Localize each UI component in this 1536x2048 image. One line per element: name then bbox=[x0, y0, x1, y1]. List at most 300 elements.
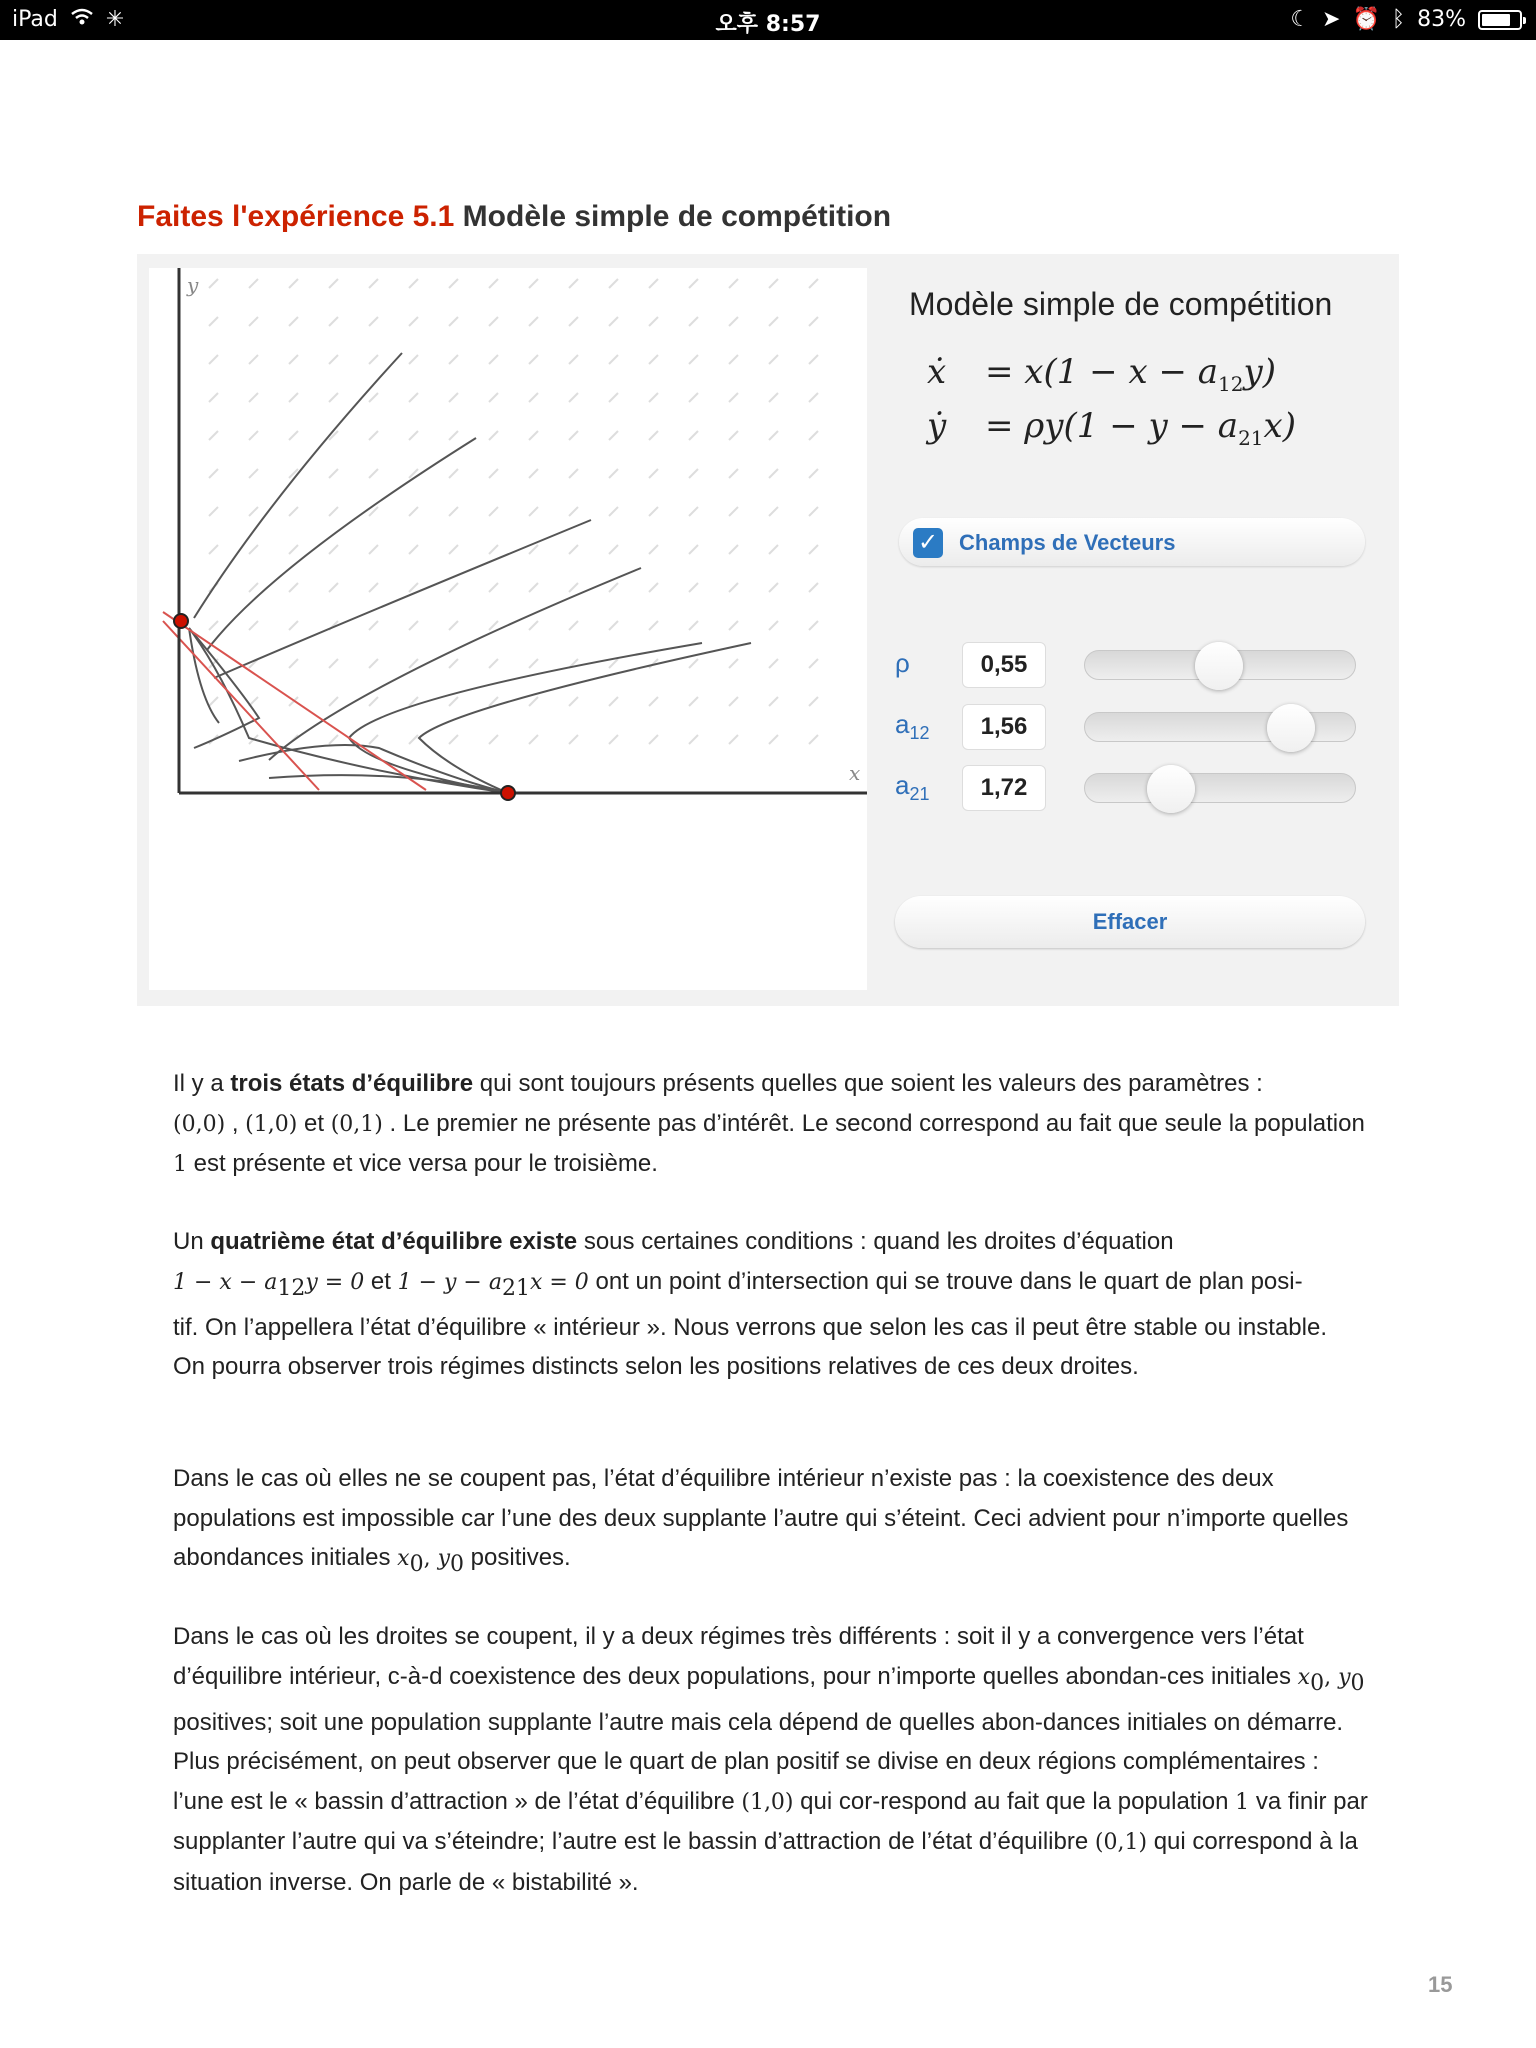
p1-text-a: Il y a bbox=[173, 1070, 231, 1097]
status-bar bbox=[0, 0, 1536, 40]
p4-y0-sub: 0 bbox=[1350, 1670, 1365, 1696]
experiment-title: Modèle simple de compétition bbox=[462, 200, 892, 233]
x-axis-label: x bbox=[849, 761, 861, 785]
p4-text-b: positives; soit une population supplante l’autre mais cela dépend de quelles abon-dances initiales on démarre. Plus précisément, on peut observer que le quart de plan positif se divise en deux régions complémentaires : l’une est le « bassin d’attraction » de l’état d’équilibre bbox=[173, 1708, 1344, 1815]
vector-arrow bbox=[689, 621, 698, 630]
vector-arrow bbox=[769, 697, 778, 706]
vector-arrow bbox=[569, 735, 578, 744]
vector-arrow bbox=[289, 583, 298, 592]
vector-arrow bbox=[729, 279, 738, 288]
vector-arrow bbox=[729, 735, 738, 744]
vector-arrow bbox=[369, 469, 378, 478]
vector-arrow bbox=[649, 621, 658, 630]
moon-icon: ☾ bbox=[1290, 7, 1311, 32]
param-rho-slider[interactable] bbox=[1084, 650, 1356, 680]
vector-arrow bbox=[289, 659, 298, 668]
vector-arrow bbox=[649, 317, 658, 326]
p4-sep: , bbox=[1324, 1664, 1339, 1690]
p4-x0-sub: 0 bbox=[1310, 1670, 1325, 1696]
p4-text-e: qui correspond à la situation inverse. On parle de « bistabilité ». bbox=[173, 1828, 1358, 1896]
vector-arrow bbox=[369, 697, 378, 706]
vector-arrow bbox=[689, 735, 698, 744]
vector-arrow bbox=[329, 735, 338, 744]
vector-arrow bbox=[649, 355, 658, 364]
phase-plot-svg[interactable] bbox=[149, 268, 867, 990]
vector-arrow bbox=[449, 735, 458, 744]
vector-arrow bbox=[289, 545, 298, 554]
vector-arrow bbox=[369, 545, 378, 554]
vector-arrow bbox=[529, 697, 538, 706]
vector-arrow bbox=[209, 621, 218, 630]
phase-plot[interactable] bbox=[149, 268, 867, 990]
checkmark-icon[interactable]: ✓ bbox=[913, 528, 943, 558]
vector-arrow bbox=[529, 469, 538, 478]
vector-arrow bbox=[369, 659, 378, 668]
vector-arrow bbox=[249, 469, 258, 478]
param-a12-label bbox=[895, 709, 930, 744]
vector-arrow bbox=[809, 583, 818, 592]
vector-arrow bbox=[489, 355, 498, 364]
vector-arrow bbox=[609, 735, 618, 744]
vector-arrow bbox=[809, 469, 818, 478]
vector-arrow bbox=[249, 279, 258, 288]
p2-eq-b-part1: 1 − y − a bbox=[397, 1269, 502, 1295]
vector-arrow bbox=[449, 545, 458, 554]
vector-arrow bbox=[409, 355, 418, 364]
p1-math-4: 1 bbox=[173, 1152, 187, 1177]
vector-arrow bbox=[209, 355, 218, 364]
p1-text-c: qui sont toujours présents quelles que soient les valeurs des paramètres : bbox=[473, 1070, 1263, 1097]
p1-math-2: (1,0) bbox=[245, 1111, 298, 1137]
trajectory-curve bbox=[207, 438, 476, 650]
device-label: iPad bbox=[12, 7, 58, 32]
vector-arrow bbox=[449, 697, 458, 706]
p1-text-d: , bbox=[225, 1109, 246, 1137]
vector-arrow bbox=[449, 659, 458, 668]
param-a12-name: a bbox=[895, 709, 910, 739]
vector-arrow bbox=[689, 545, 698, 554]
equation-x-sub: 12 bbox=[1218, 371, 1244, 396]
vector-arrow bbox=[249, 431, 258, 440]
vector-arrow bbox=[729, 507, 738, 516]
trajectories bbox=[189, 353, 751, 793]
vector-arrow bbox=[569, 393, 578, 402]
vector-arrow bbox=[809, 507, 818, 516]
p3-sep: , bbox=[423, 1546, 438, 1571]
vector-arrow bbox=[729, 659, 738, 668]
vector-field-toggle[interactable] bbox=[899, 518, 1365, 566]
vector-arrow bbox=[529, 545, 538, 554]
model-title: Modèle simple de compétition bbox=[909, 286, 1333, 322]
p2-text-e: ont un point d’intersection qui se trouve dans le quart de plan posi- bbox=[588, 1267, 1303, 1295]
vector-arrow bbox=[809, 621, 818, 630]
vector-arrow bbox=[369, 583, 378, 592]
vector-arrow bbox=[529, 583, 538, 592]
vector-arrow bbox=[289, 507, 298, 516]
vector-arrow bbox=[569, 279, 578, 288]
vector-arrow bbox=[409, 545, 418, 554]
vector-arrow bbox=[569, 507, 578, 516]
vector-arrow bbox=[369, 355, 378, 364]
alarm-icon: ⏰ bbox=[1352, 7, 1380, 32]
vector-arrow bbox=[449, 317, 458, 326]
param-a21-value[interactable]: 1,72 bbox=[962, 765, 1046, 811]
param-a21-slider[interactable] bbox=[1084, 773, 1356, 803]
param-a12-sub: 12 bbox=[909, 723, 930, 744]
p4-x0: x bbox=[1297, 1664, 1311, 1690]
vector-arrow bbox=[689, 355, 698, 364]
vector-arrow bbox=[329, 469, 338, 478]
vector-arrow bbox=[609, 507, 618, 516]
p2-text-a: Un bbox=[173, 1228, 211, 1255]
paragraph-2 bbox=[173, 1222, 1373, 1387]
vector-arrow bbox=[649, 735, 658, 744]
vector-arrow bbox=[329, 393, 338, 402]
vector-arrow bbox=[369, 621, 378, 630]
param-a21-sub: 21 bbox=[909, 784, 930, 805]
param-a12-slider-knob[interactable] bbox=[1267, 704, 1315, 752]
vector-arrow bbox=[769, 735, 778, 744]
vector-arrow bbox=[609, 469, 618, 478]
vector-arrow bbox=[769, 545, 778, 554]
vector-arrow bbox=[689, 317, 698, 326]
activity-spinner-icon: ✳ bbox=[105, 7, 125, 32]
vector-arrow bbox=[529, 279, 538, 288]
vector-arrow bbox=[489, 393, 498, 402]
vector-arrow bbox=[489, 545, 498, 554]
vector-arrow bbox=[329, 545, 338, 554]
vector-arrow bbox=[289, 393, 298, 402]
vector-arrow bbox=[409, 659, 418, 668]
p4-text-d: va finir par supplanter l’autre qui va s’éteindre; l’autre est le bassin d’attraction de l’état d’équilibre bbox=[173, 1787, 1368, 1856]
vector-arrow bbox=[249, 545, 258, 554]
trajectory-curve bbox=[419, 643, 751, 793]
p2-bold: quatrième état d’équilibre existe bbox=[210, 1228, 578, 1255]
p4-y0: y bbox=[1338, 1664, 1351, 1690]
vector-arrow bbox=[729, 469, 738, 478]
vector-arrow bbox=[769, 659, 778, 668]
vector-arrow bbox=[729, 317, 738, 326]
location-arrow-icon: ➤ bbox=[1322, 7, 1341, 32]
status-time: 오후 8:57 bbox=[715, 12, 821, 37]
vector-arrow bbox=[529, 507, 538, 516]
p1-bold: trois états d’équilibre bbox=[230, 1070, 474, 1097]
vector-arrow bbox=[449, 393, 458, 402]
equation-y-rhs-a: = ρy(1 − y − a bbox=[985, 406, 1239, 446]
vector-arrow bbox=[809, 431, 818, 440]
p2-eq-b-part2: x = 0 bbox=[529, 1269, 589, 1295]
vector-arrow bbox=[609, 583, 618, 592]
p4-text-a: Dans le cas où les droites se coupent, il y a deux régimes très différents : soit il y a convergence vers l’état d’équilibre intérieur, c-à-d coexistence des deux populations, pour n’importe quelles abondan-ces initiales bbox=[173, 1623, 1304, 1690]
vector-arrow bbox=[689, 431, 698, 440]
vector-arrow bbox=[569, 545, 578, 554]
bluetooth-icon: ᛒ bbox=[1391, 7, 1406, 32]
vector-arrow bbox=[209, 431, 218, 440]
vector-arrow bbox=[249, 621, 258, 630]
p1-text-e: et bbox=[297, 1109, 331, 1137]
y-axis-label: y bbox=[187, 273, 199, 297]
vector-arrow bbox=[369, 317, 378, 326]
vector-arrow bbox=[809, 355, 818, 364]
vector-arrow bbox=[689, 583, 698, 592]
vector-arrow bbox=[489, 317, 498, 326]
vector-arrow bbox=[529, 431, 538, 440]
param-a21-name: a bbox=[895, 770, 910, 800]
vector-arrow bbox=[409, 735, 418, 744]
vector-arrow bbox=[249, 507, 258, 516]
vector-arrow bbox=[329, 583, 338, 592]
vector-arrow bbox=[769, 469, 778, 478]
vector-arrow bbox=[769, 507, 778, 516]
equation-x-lhs: ẋ bbox=[927, 352, 947, 392]
vector-arrow bbox=[329, 317, 338, 326]
vector-arrow bbox=[609, 279, 618, 288]
nullcline-2 bbox=[163, 621, 319, 790]
param-a12-value[interactable]: 1,56 bbox=[962, 704, 1046, 750]
vector-arrow bbox=[449, 431, 458, 440]
vector-arrow bbox=[769, 583, 778, 592]
vector-arrow bbox=[249, 317, 258, 326]
vector-arrow bbox=[729, 697, 738, 706]
p4-text-c: qui cor-respond au fait que la population bbox=[793, 1787, 1236, 1815]
vector-arrow bbox=[769, 393, 778, 402]
p1-text-f: . Le premier ne présente pas d’intérêt. Le second correspond au fait que seule la population bbox=[382, 1109, 1365, 1137]
vector-arrow bbox=[529, 735, 538, 744]
vector-arrow bbox=[449, 355, 458, 364]
param-rho-value[interactable]: 0,55 bbox=[962, 642, 1046, 688]
vector-arrow bbox=[209, 279, 218, 288]
vector-arrow bbox=[769, 621, 778, 630]
page-number: 15 bbox=[1428, 1972, 1453, 1997]
param-rho-slider-knob[interactable] bbox=[1195, 642, 1243, 690]
trajectory-curve bbox=[269, 775, 508, 793]
vector-arrow bbox=[489, 735, 498, 744]
equation-y-rhs-b: x) bbox=[1263, 406, 1296, 446]
p4-math-3: (0,1) bbox=[1094, 1830, 1148, 1856]
vector-arrow bbox=[529, 659, 538, 668]
vector-arrow bbox=[329, 697, 338, 706]
p2-eq-a-part2: y = 0 bbox=[305, 1269, 365, 1295]
vector-arrow bbox=[729, 545, 738, 554]
battery-percent: 83% bbox=[1417, 7, 1466, 32]
vector-arrow bbox=[649, 469, 658, 478]
vector-arrow bbox=[729, 583, 738, 592]
vector-arrow bbox=[809, 545, 818, 554]
vector-arrow bbox=[489, 469, 498, 478]
vector-field bbox=[209, 279, 818, 744]
vector-arrow bbox=[649, 431, 658, 440]
vector-arrow bbox=[489, 431, 498, 440]
param-rho-name: ρ bbox=[895, 648, 910, 678]
p4-math-2: 1 bbox=[1235, 1789, 1250, 1815]
vector-arrow bbox=[729, 393, 738, 402]
p2-eq-b-sub: 21 bbox=[501, 1275, 530, 1301]
vector-arrow bbox=[569, 317, 578, 326]
vector-arrow bbox=[409, 583, 418, 592]
vector-arrow bbox=[489, 583, 498, 592]
vector-arrow bbox=[729, 355, 738, 364]
p3-x0: x bbox=[397, 1546, 410, 1571]
vector-arrow bbox=[809, 659, 818, 668]
equation-x-rhs-a: = x(1 − x − a bbox=[985, 352, 1219, 392]
trajectory-curve bbox=[214, 520, 591, 678]
equation-y-lhs: ẏ bbox=[927, 406, 947, 446]
vector-arrow bbox=[569, 621, 578, 630]
p2-eq-a-part1: 1 − x − a bbox=[173, 1269, 278, 1295]
vector-arrow bbox=[529, 393, 538, 402]
vector-arrow bbox=[449, 469, 458, 478]
vector-arrow bbox=[609, 431, 618, 440]
vector-arrow bbox=[449, 583, 458, 592]
p3-y0: y bbox=[437, 1546, 451, 1571]
vector-arrow bbox=[769, 431, 778, 440]
paragraph-4 bbox=[173, 1617, 1373, 1902]
vector-arrow bbox=[649, 279, 658, 288]
vector-arrow bbox=[329, 659, 338, 668]
vector-arrow bbox=[649, 545, 658, 554]
p3-text-a: Dans le cas où elles ne se coupent pas, l’état d’équilibre intérieur n’existe pas : la coexistence des deux populations est impossible car l’une des deux supplante l’autre qui s’éteint. Ceci advient pour n’importe quelles abondances initiales bbox=[173, 1465, 1349, 1571]
vector-arrow bbox=[649, 697, 658, 706]
vector-arrow bbox=[649, 507, 658, 516]
vector-arrow bbox=[809, 393, 818, 402]
vector-arrow bbox=[369, 393, 378, 402]
equation-x-rhs-b: y) bbox=[1243, 352, 1276, 392]
vector-arrow bbox=[249, 355, 258, 364]
vector-arrow bbox=[729, 621, 738, 630]
p2-text-c: sous certaines conditions : quand les droites d’équation bbox=[577, 1228, 1174, 1255]
vector-arrow bbox=[409, 317, 418, 326]
p3-text-b: positives. bbox=[464, 1544, 571, 1571]
vector-arrow bbox=[289, 279, 298, 288]
vector-arrow bbox=[609, 393, 618, 402]
vector-arrow bbox=[769, 279, 778, 288]
vector-arrow bbox=[289, 621, 298, 630]
vector-arrow bbox=[489, 507, 498, 516]
battery-fill bbox=[1482, 14, 1510, 26]
vector-arrow bbox=[809, 317, 818, 326]
vector-arrow bbox=[369, 735, 378, 744]
battery-icon bbox=[1478, 10, 1522, 30]
p1-math-3: (0,1) bbox=[330, 1111, 383, 1137]
paragraph-3 bbox=[173, 1459, 1373, 1584]
vector-arrow bbox=[729, 431, 738, 440]
vector-arrow bbox=[569, 583, 578, 592]
vector-arrow bbox=[689, 469, 698, 478]
vector-arrow bbox=[609, 317, 618, 326]
vector-arrow bbox=[209, 469, 218, 478]
equation-y-sub: 21 bbox=[1238, 425, 1264, 450]
vector-arrow bbox=[449, 621, 458, 630]
vector-arrow bbox=[209, 393, 218, 402]
vector-arrow bbox=[569, 469, 578, 478]
param-a12-slider[interactable] bbox=[1084, 712, 1356, 742]
vector-arrow bbox=[409, 431, 418, 440]
vector-arrow bbox=[249, 393, 258, 402]
param-a21-slider-knob[interactable] bbox=[1147, 765, 1195, 813]
p2-text-g: On pourra observer trois régimes distincts selon les positions relatives de ces deux droites. bbox=[173, 1353, 1139, 1381]
vector-arrow bbox=[249, 583, 258, 592]
vector-arrow bbox=[649, 393, 658, 402]
p4-math-1: (1,0) bbox=[741, 1789, 794, 1815]
vector-arrow bbox=[689, 393, 698, 402]
vector-arrow bbox=[689, 697, 698, 706]
vector-arrow bbox=[529, 621, 538, 630]
vector-arrow bbox=[209, 697, 218, 706]
experiment-label: Faites l'expérience 5.1 bbox=[137, 200, 455, 233]
vector-arrow bbox=[449, 507, 458, 516]
param-a21-label bbox=[895, 770, 930, 805]
vector-arrow bbox=[449, 279, 458, 288]
vector-arrow bbox=[809, 735, 818, 744]
vector-arrow bbox=[609, 545, 618, 554]
param-rho-label bbox=[895, 648, 910, 679]
vector-arrow bbox=[369, 431, 378, 440]
vector-arrow bbox=[369, 279, 378, 288]
vector-arrow bbox=[649, 583, 658, 592]
trajectory-curve bbox=[194, 353, 402, 618]
vector-arrow bbox=[329, 355, 338, 364]
vector-arrow bbox=[529, 355, 538, 364]
vector-arrow bbox=[209, 317, 218, 326]
p2-text-f: tif. On l’appellera l’état d’équilibre « intérieur ». Nous verrons que selon les cas il peut être stable ou instable. bbox=[173, 1313, 1327, 1341]
p2-eq-a-sub: 12 bbox=[277, 1275, 306, 1301]
section-heading bbox=[137, 200, 891, 234]
vector-arrow bbox=[489, 279, 498, 288]
vector-arrow bbox=[289, 317, 298, 326]
vector-arrow bbox=[529, 317, 538, 326]
vector-arrow bbox=[489, 621, 498, 630]
vector-arrow bbox=[609, 621, 618, 630]
p3-x0-sub: 0 bbox=[409, 1551, 424, 1577]
paragraph-1 bbox=[173, 1064, 1373, 1185]
vector-arrow bbox=[689, 279, 698, 288]
vector-arrow bbox=[289, 355, 298, 364]
vector-arrow bbox=[409, 279, 418, 288]
vector-arrow bbox=[409, 621, 418, 630]
vector-arrow bbox=[409, 507, 418, 516]
vector-arrow bbox=[329, 507, 338, 516]
vector-arrow bbox=[809, 697, 818, 706]
vector-arrow bbox=[489, 659, 498, 668]
vector-arrow bbox=[209, 507, 218, 516]
vector-arrow bbox=[569, 355, 578, 364]
vector-arrow bbox=[569, 697, 578, 706]
vector-arrow bbox=[609, 355, 618, 364]
vector-arrow bbox=[569, 431, 578, 440]
vector-arrow bbox=[769, 317, 778, 326]
equilibrium-point-0-1 bbox=[174, 614, 188, 628]
vector-arrow bbox=[609, 697, 618, 706]
clear-button[interactable]: Effacer bbox=[895, 896, 1365, 948]
equation-y bbox=[927, 406, 1296, 450]
vector-arrow bbox=[209, 545, 218, 554]
vector-arrow bbox=[689, 659, 698, 668]
p1-math-1: (0,0) bbox=[173, 1111, 226, 1137]
p1-text-g: est présente et vice versa pour le troisième. bbox=[187, 1150, 658, 1177]
vector-arrow bbox=[329, 279, 338, 288]
equilibrium-point-1-0 bbox=[501, 786, 515, 800]
p2-text-d: et bbox=[364, 1267, 398, 1295]
vector-arrow bbox=[769, 355, 778, 364]
interactive-widget bbox=[137, 254, 1399, 1006]
vector-arrow bbox=[689, 507, 698, 516]
vector-field-label: Champs de Vecteurs bbox=[959, 530, 1176, 555]
equation-x bbox=[927, 352, 1276, 396]
vector-arrow bbox=[809, 279, 818, 288]
p3-y0-sub: 0 bbox=[450, 1551, 465, 1577]
vector-arrow bbox=[409, 393, 418, 402]
vector-arrow bbox=[289, 431, 298, 440]
